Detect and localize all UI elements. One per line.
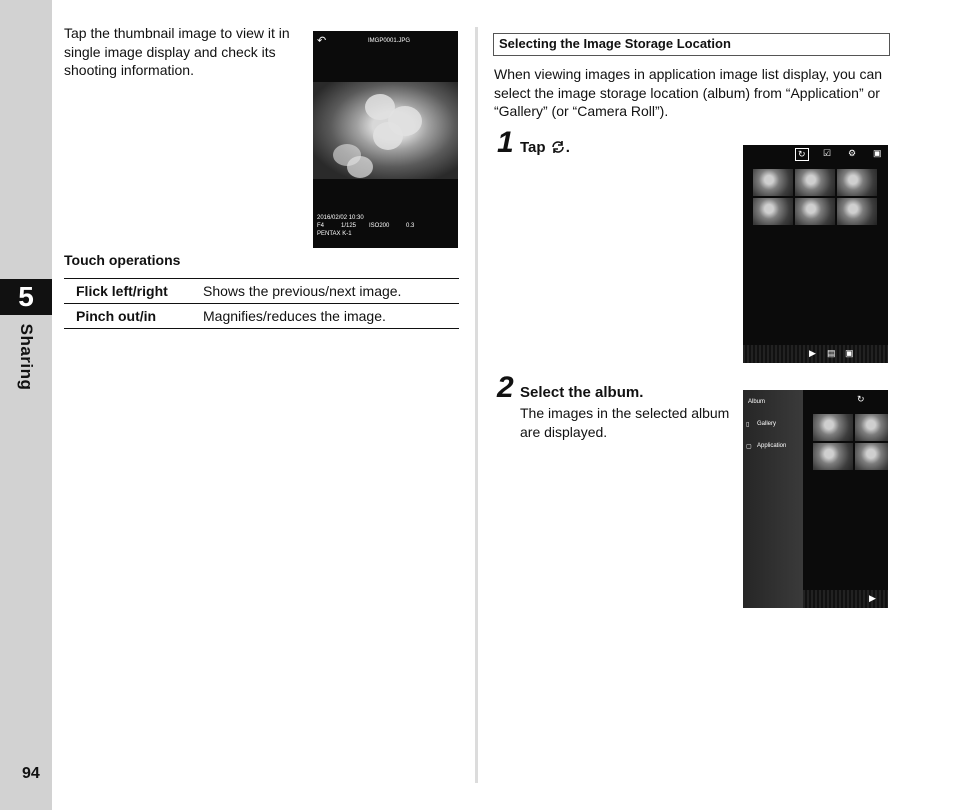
camera-icon: ▣ xyxy=(845,348,854,358)
touch-operations-heading: Touch operations xyxy=(64,252,181,268)
image-thumbnail xyxy=(795,169,835,196)
remote-view-icon: ▤ xyxy=(827,348,836,358)
aperture-value: F4 xyxy=(317,223,325,229)
intro-paragraph: Tap the thumbnail image to view it in single image display and check its shooting information. xyxy=(64,25,290,78)
select-icon: ☑ xyxy=(823,148,832,158)
image-thumbnail xyxy=(855,443,888,470)
image-list-screenshot xyxy=(743,145,888,363)
chapter-strip xyxy=(0,0,52,810)
app-icon: ▢ xyxy=(746,444,752,450)
image-thumbnail xyxy=(813,443,853,470)
switch-album-icon xyxy=(550,140,566,154)
switch-album-icon: ↻ xyxy=(795,148,809,161)
action-cell: Magnifies/reduces the image. xyxy=(203,308,386,324)
phone-icon: ▯ xyxy=(746,422,750,428)
bottom-toolbar xyxy=(743,345,888,363)
step-number: 1 xyxy=(497,126,514,159)
wifi-lock-icon: ▣ xyxy=(873,148,882,158)
image-thumbnail xyxy=(753,169,793,196)
step1-text: Tap xyxy=(520,139,546,156)
iso-value: ISO200 xyxy=(369,223,390,229)
album-header: Album xyxy=(748,399,766,405)
image-thumbnail xyxy=(837,198,877,225)
camera-model: PENTAX K-1 xyxy=(317,231,352,237)
gesture-cell: Flick left/right xyxy=(76,283,168,299)
album-panel xyxy=(743,390,803,608)
image-thumbnail xyxy=(813,414,853,441)
album-select-screenshot xyxy=(743,390,888,608)
gesture-cell: Pinch out/in xyxy=(76,308,157,324)
single-image-display-screenshot xyxy=(313,31,458,248)
image-thumbnail xyxy=(795,198,835,225)
play-icon: ▶ xyxy=(869,593,876,603)
play-icon: ▶ xyxy=(809,348,816,358)
touch-operations-table xyxy=(64,278,459,329)
image-thumbnail xyxy=(837,169,877,196)
step1-instruction: Tap . xyxy=(520,139,570,156)
switch-album-icon: ↻ xyxy=(857,394,865,404)
column-divider xyxy=(475,27,478,783)
photo-preview xyxy=(313,82,458,179)
table-row xyxy=(64,304,459,329)
album-item-gallery[interactable]: Gallery xyxy=(757,421,777,427)
section-heading: Selecting the Image Storage Location xyxy=(499,36,731,51)
page-number: 94 xyxy=(22,765,40,782)
image-thumbnail xyxy=(855,414,888,441)
image-filename: IMGP0001.JPG xyxy=(368,38,411,44)
table-row xyxy=(64,279,459,304)
step2-description: The images in the selected album are displayed. xyxy=(520,405,730,440)
gear-icon: ⚙ xyxy=(848,148,857,158)
album-item-application[interactable]: Application xyxy=(757,443,787,449)
shooting-datetime: 2016/02/02 10:30 xyxy=(317,215,364,221)
bottom-toolbar xyxy=(803,590,888,608)
chapter-number: 5 xyxy=(0,279,52,315)
image-thumbnail xyxy=(753,198,793,225)
section-paragraph: When viewing images in application image list display, you can select the image storage location (album) from “Application” or “Gallery” (or “Camera Roll”). xyxy=(494,66,883,119)
shutter-value: 1/125 xyxy=(341,223,357,229)
step-number: 2 xyxy=(497,371,514,404)
action-cell: Shows the previous/next image. xyxy=(203,283,402,299)
section-heading-box xyxy=(493,33,890,56)
chapter-title: Sharing xyxy=(17,323,36,391)
back-arrow-icon: ↶ xyxy=(317,35,327,47)
ev-value: 0.3 xyxy=(406,223,415,229)
step2-title: Select the album. xyxy=(520,384,644,401)
